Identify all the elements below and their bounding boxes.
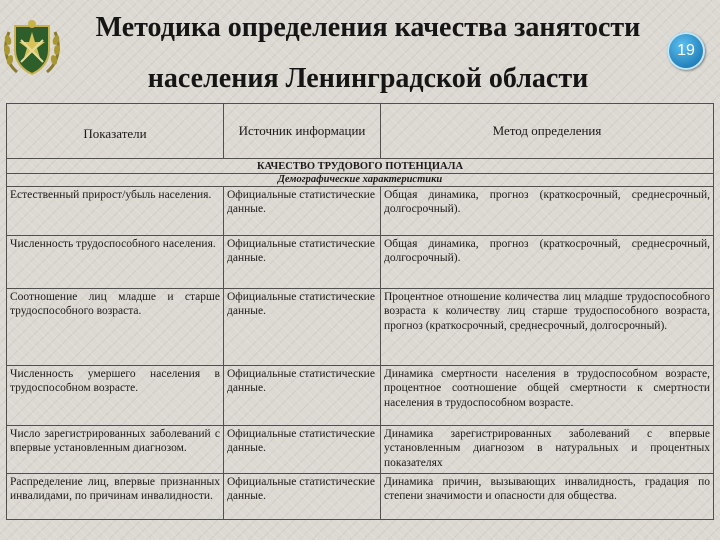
coat-of-arms-icon [3, 16, 61, 80]
title-line-1: Методика определения качества занятости [95, 12, 641, 43]
method-cell: Общая динамика, прогноз (краткосрочный, среднесрочный, долгосрочный). [381, 236, 714, 289]
table-row [7, 426, 714, 474]
column-header-indicators: Показатели [7, 104, 224, 159]
subsection-row [7, 174, 714, 187]
table-row [7, 289, 714, 366]
source-cell: Официальные статистические данные. [224, 366, 381, 426]
indicator-cell: Число зарегистрированных заболеваний с впервые установленным диагнозом. [7, 426, 224, 474]
indicator-cell: Распределение лиц, впервые признанных инвалидами, по причинам инвалидности. [7, 474, 224, 520]
slide-number-badge: 19 [667, 32, 705, 70]
indicator-cell: Численность трудоспособного населения. [7, 236, 224, 289]
table-header-row [7, 104, 714, 159]
section-title: КАЧЕСТВО ТРУДОВОГО ПОТЕНЦИАЛА [7, 159, 714, 174]
methodology-table [6, 103, 714, 520]
indicator-cell: Численность умершего населения в трудоспособном возрасте. [7, 366, 224, 426]
source-cell: Официальные статистические данные. [224, 474, 381, 520]
table-row [7, 187, 714, 236]
page-title [68, 2, 668, 104]
table-row [7, 474, 714, 520]
slide-header [0, 0, 720, 100]
column-header-source: Источник информации [224, 104, 381, 159]
source-cell: Официальные статистические данные. [224, 289, 381, 366]
method-cell: Динамика причин, вызывающих инвалидность, градация по степени значимости и опасности для общества. [381, 474, 714, 520]
source-cell: Официальные статистические данные. [224, 426, 381, 474]
method-cell: Динамика зарегистрированных заболеваний с впервые установленным диагнозом в натуральных и процентных показателях [381, 426, 714, 474]
table-row [7, 236, 714, 289]
source-cell: Официальные статистические данные. [224, 236, 381, 289]
method-cell: Процентное отношение количества лиц младше трудоспособного возраста к количеству лиц старше трудоспособного возраста, прогноз (краткосрочный, среднесрочный, долгосрочный). [381, 289, 714, 366]
indicator-cell: Естественный прирост/убыль населения. [7, 187, 224, 236]
table-row [7, 366, 714, 426]
source-cell: Официальные статистические данные. [224, 187, 381, 236]
column-header-method: Метод определения [381, 104, 714, 159]
method-cell: Общая динамика, прогноз (краткосрочный, среднесрочный, долгосрочный). [381, 187, 714, 236]
section-row [7, 159, 714, 174]
title-line-2: населения Ленинградской области [147, 63, 589, 94]
indicator-cell: Соотношение лиц младше и старше трудоспособного возраста. [7, 289, 224, 366]
method-cell: Динамика смертности населения в трудоспособном возрасте, процентное соотношение общей смертности к смертности населения в трудоспособном возрасте. [381, 366, 714, 426]
subsection-title: Демографические характеристики [7, 174, 714, 187]
